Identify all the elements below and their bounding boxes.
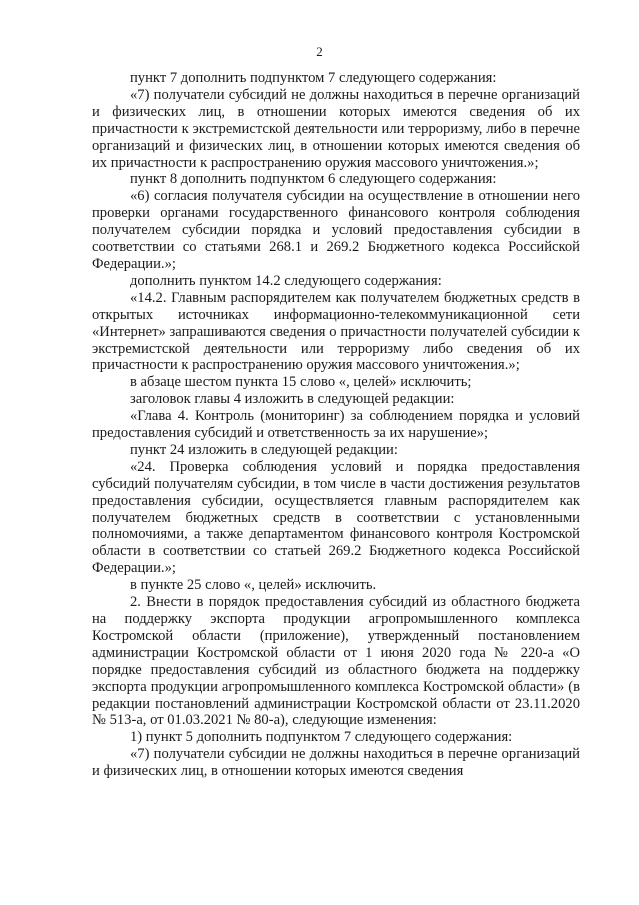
- paragraph: в пункте 25 слово «, целей» исключить.: [130, 577, 377, 594]
- paragraph: «14.2. Главным распорядителем как получателем бюджетных средств в открытых источниках информационно-телекоммуникационной сети «Интернет» запрашиваются сведения о причастности получателей субсидии к экстремистской деятельности или терроризму либо сведения об их причастности к распространению оружия массового уничтожения.»;: [92, 289, 580, 374]
- paragraph: в абзаце шестом пункта 15 слово «, целей» исключить;: [130, 374, 472, 391]
- document-body: [92, 70, 580, 780]
- paragraph: «6) согласия получателя субсидии на осуществление в отношении него проверки органами государственного финансового контроля соблюдения получателем субсидии порядка и условий предоставления субсидии в соответствии со статьями 268.1 и 269.2 Бюджетного кодекса Российской Федерации.»;: [92, 188, 580, 272]
- paragraph: «Глава 4. Контроль (мониторинг) за соблюдением порядка и условий предоставления субсидий и ответственность за их нарушение»;: [92, 408, 580, 442]
- paragraph: заголовок главы 4 изложить в следующей редакции:: [130, 391, 455, 408]
- paragraph: пункт 8 дополнить подпунктом 6 следующего содержания:: [130, 171, 497, 188]
- paragraph: «7) получатели субсидий не должны находиться в перечне организаций и физических лиц, в отношении которых имеются сведения об их причастности к экстремистской деятельности или терроризму, либо в перечне организаций и физических лиц, в отношении которых имеются сведения об их причастности к распространению оружия массового уничтожения.»;: [92, 86, 580, 171]
- page-number: 2: [316, 44, 323, 59]
- paragraph: «24. Проверка соблюдения условий и порядка предоставления субсидий получателям субсидии, в том числе в части достижения результатов предоставления субсидии, осуществляется главным распорядителем как получателем бюджетных средств в соответствии с установленными полномочиями, а также департаментом финансового контроля Костромской области в соответствии со статьей 269.2 Бюджетного кодекса Российской Федерации.»;: [92, 458, 580, 577]
- paragraph: пункт 24 изложить в следующей редакции:: [130, 441, 398, 458]
- paragraph: пункт 7 дополнить подпунктом 7 следующего содержания:: [130, 70, 497, 86]
- paragraph: дополнить пунктом 14.2 следующего содержания:: [130, 272, 442, 289]
- paragraph: 1) пункт 5 дополнить подпунктом 7 следующего содержания:: [130, 729, 513, 746]
- paragraph: «7) получатели субсидии не должны находиться в перечне организаций и физических лиц, в отношении которых имеются сведения: [92, 746, 580, 780]
- paragraph: 2. Внести в порядок предоставления субсидий из областного бюджета на поддержку экспорта продукции агропромышленного комплекса Костромской области (приложение), утвержденный постановлением администрации Костромской области от 1 июня 2020 года № 220-а «О порядке предоставления субсидий из областного бюджета на поддержку экспорта продукции агропромышленного комплекса Костромской области» (в редакции постановлений администрации Костромской области от 23.11.2020 № 513-а, от 01.03.2021 № 80-а), следующие изменения:: [92, 594, 580, 729]
